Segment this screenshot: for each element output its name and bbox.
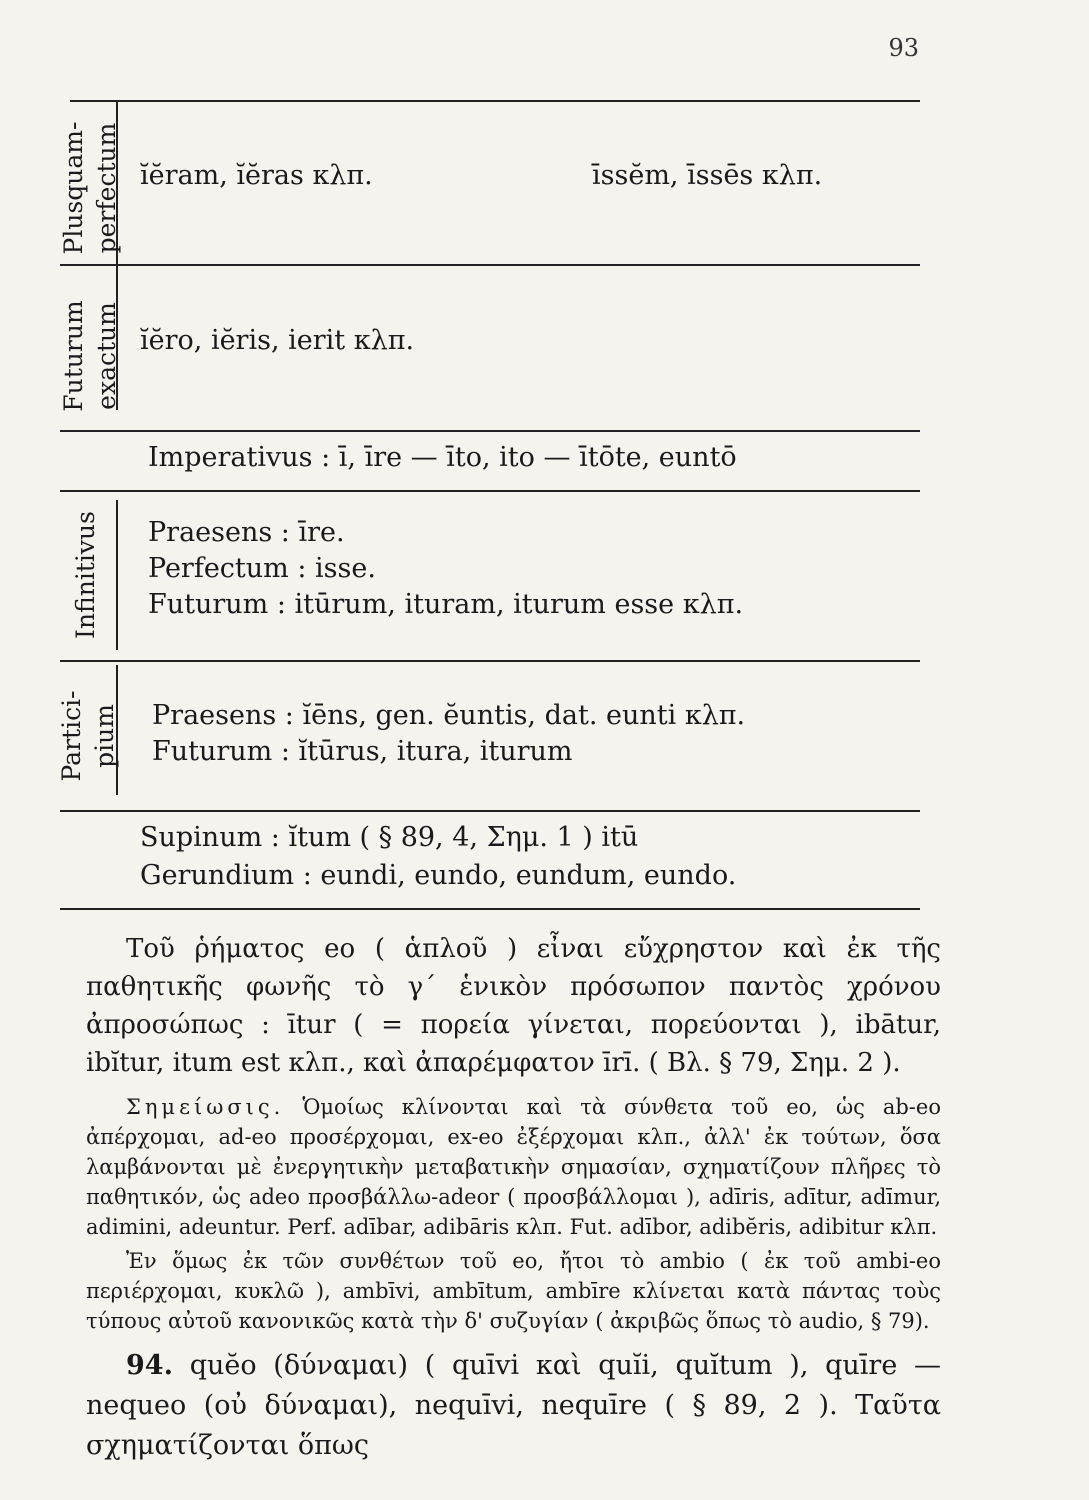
table-rule (60, 660, 920, 662)
gerundium-line: Gerundium : eundi, eundo, eundum, eundo. (140, 860, 737, 891)
futurum-exactum-forms: ĭĕro, iĕris, ierit κλπ. (140, 325, 415, 356)
infinitivus-perfectum: Perfectum : isse. (148, 553, 376, 584)
label-line: exactum (91, 302, 121, 410)
note-text: Ὁμοίως κλίνονται καὶ τὰ σύνθετα τοῦ eo, ὡς ab-eo ἀπέρχομαι, ad-eo προσέρχομαι, ex-eo ἐξέρχομαι κλπ., ἀλλ' ἐκ τούτων, ὅσα λαμβάνονται μὲ ἐνεργητικὴν μεταβατικὴν σημασίαν, σχηματίζουν πλῆρες τὸ παθητικόν, ὡς adeo προσβάλλω-adeor ( προσβάλλομαι ), adīris, adītur, adīmur, adimini, adeuntur. Perf. adībar, adibāris κλπ. Fut. adībor, adibĕris, adibitur κλπ. (86, 1095, 941, 1239)
label-line: Infinitivus (71, 511, 100, 639)
note-text-2: Ἐν ὅμως ἐκ τῶν συνθέτων τοῦ eo, ἤτοι τὸ ambio ( ἐκ τοῦ ambi-eo περιέρχομαι, κυκλῶ ), ambīvi, ambītum, ambīre κλίνεται κατὰ πάντας τοὺς τύπους αὐτοῦ κανονικῶς κατὰ τὴν δ' συζυγίαν ( ἀκριβῶς ὅπως τὸ audio, § 79). (86, 1249, 941, 1333)
label-line: Partici- (57, 690, 86, 782)
body-paragraph: Τοῦ ῥήματος eo ( ἁπλοῦ ) εἶναι εὔχρηστον καὶ ἐκ τῆς παθητικῆς φωνῆς τὸ γ΄ ἑνικὸν πρόσωπον παντὸς χρόνου ἀπροσώπως : ītur ( = πορεία γίνεται, πορεύονται ), ibātur, ibĭtur, itum est κλπ., καὶ ἀπαρέμφατον īrī. ( Βλ. § 79, Σημ. 2 ). (86, 934, 941, 1078)
plusquamperfectum-label (58, 108, 121, 268)
plusquamperfectum-forms-left: ĭĕram, ĭĕras κλπ. (140, 160, 373, 191)
table-rule (60, 490, 920, 492)
table-rule (60, 908, 920, 910)
table-rule (60, 810, 920, 812)
futurum-exactum-label (58, 286, 121, 426)
infinitivus-futurum: Futurum : itūrum, ituram, iturum esse κλπ. (148, 589, 744, 620)
label-line: perfectum (91, 122, 121, 254)
section-94 (86, 1346, 941, 1466)
infinitivus-label (70, 495, 104, 655)
participium-futurum: Futurum : ĭtūrus, itura, iturum (152, 736, 573, 767)
page-number: 93 (888, 34, 919, 62)
section-text: quĕo (δύναμαι) ( quīvi καὶ quĭi, quĭtum ), quīre — nequeo (οὐ δύναμαι), nequīvi, nequīre ( § 89, 2 ). Ταῦτα σχηματίζονται ὅπως (86, 1350, 941, 1461)
note-block (86, 1092, 941, 1336)
participium-label (56, 676, 119, 796)
imperativus-line: Imperativus : ī, īre — īto, ito — ītōte, euntō (148, 442, 737, 473)
table-rule (60, 264, 920, 266)
section-number: 94. (126, 1350, 173, 1381)
table-rule (70, 100, 920, 102)
table-vertical-divider (116, 500, 118, 650)
supinum-line: Supinum : ĭtum ( § 89, 4, Σημ. 1 ) itū (140, 822, 639, 853)
label-line: pium (89, 704, 119, 768)
label-line: Futurum (59, 300, 88, 412)
note-label: Σημείωσις. (126, 1095, 285, 1119)
participium-praesens: Praesens : ĭēns, gen. ĕuntis, dat. eunti κλπ. (152, 700, 746, 731)
table-rule (60, 430, 920, 432)
infinitivus-praesens: Praesens : īre. (148, 517, 345, 548)
plusquamperfectum-forms-right: īssĕm, īssēs κλπ. (592, 160, 823, 191)
label-line: Plusquam- (59, 121, 88, 255)
